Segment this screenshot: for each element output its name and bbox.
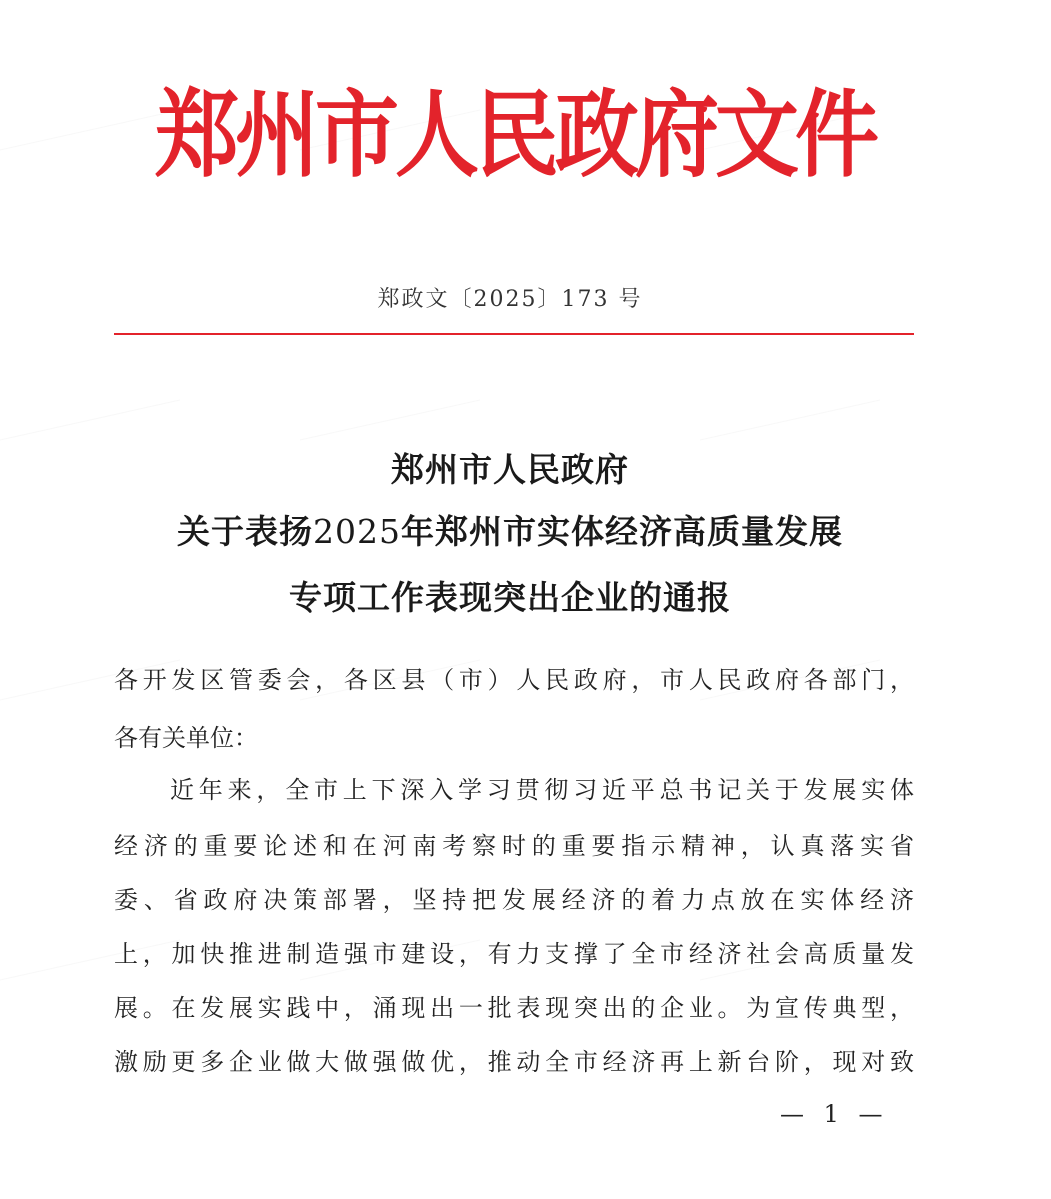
body-line: 展。在发展实践中，涌现出一批表现突出的企业。为宣传典型，	[114, 994, 914, 1022]
body-line: 激励更多企业做大做强做优，推动全市经济再上新台阶，现对致	[114, 1048, 914, 1076]
body-line: 委、省政府决策部署，坚持把发展经济的着力点放在实体经济	[114, 886, 914, 914]
document-title-line-1: 郑州市人民政府	[391, 450, 629, 489]
page-number: — 1 —	[780, 1100, 889, 1128]
red-divider-line	[114, 333, 914, 335]
document-number: 郑政文〔2025〕173 号	[377, 287, 643, 312]
addressee-line-1: 各开发区管委会，各区县（市）人民政府，市人民政府各部门，	[114, 666, 914, 694]
addressee-line-2: 各有关单位：	[114, 724, 258, 752]
document-title-line-3: 专项工作表现突出企业的通报	[289, 578, 731, 617]
issuer-masthead: 郑州市人民政府文件	[154, 79, 875, 190]
document-title-line-2	[80, 506, 940, 553]
body-line: 近年来，全市上下深入学习贯彻习近平总书记关于发展实体	[170, 776, 914, 804]
body-line: 上，加快推进制造强市建设，有力支撑了全市经济社会高质量发	[114, 940, 914, 968]
title-suffix: 年郑州市实体经济高质量发展	[400, 512, 843, 551]
body-line: 经济的重要论述和在河南考察时的重要指示精神，认真落实省	[114, 832, 914, 860]
title-prefix: 关于表扬	[177, 512, 313, 551]
title-year: 2025	[313, 512, 401, 551]
